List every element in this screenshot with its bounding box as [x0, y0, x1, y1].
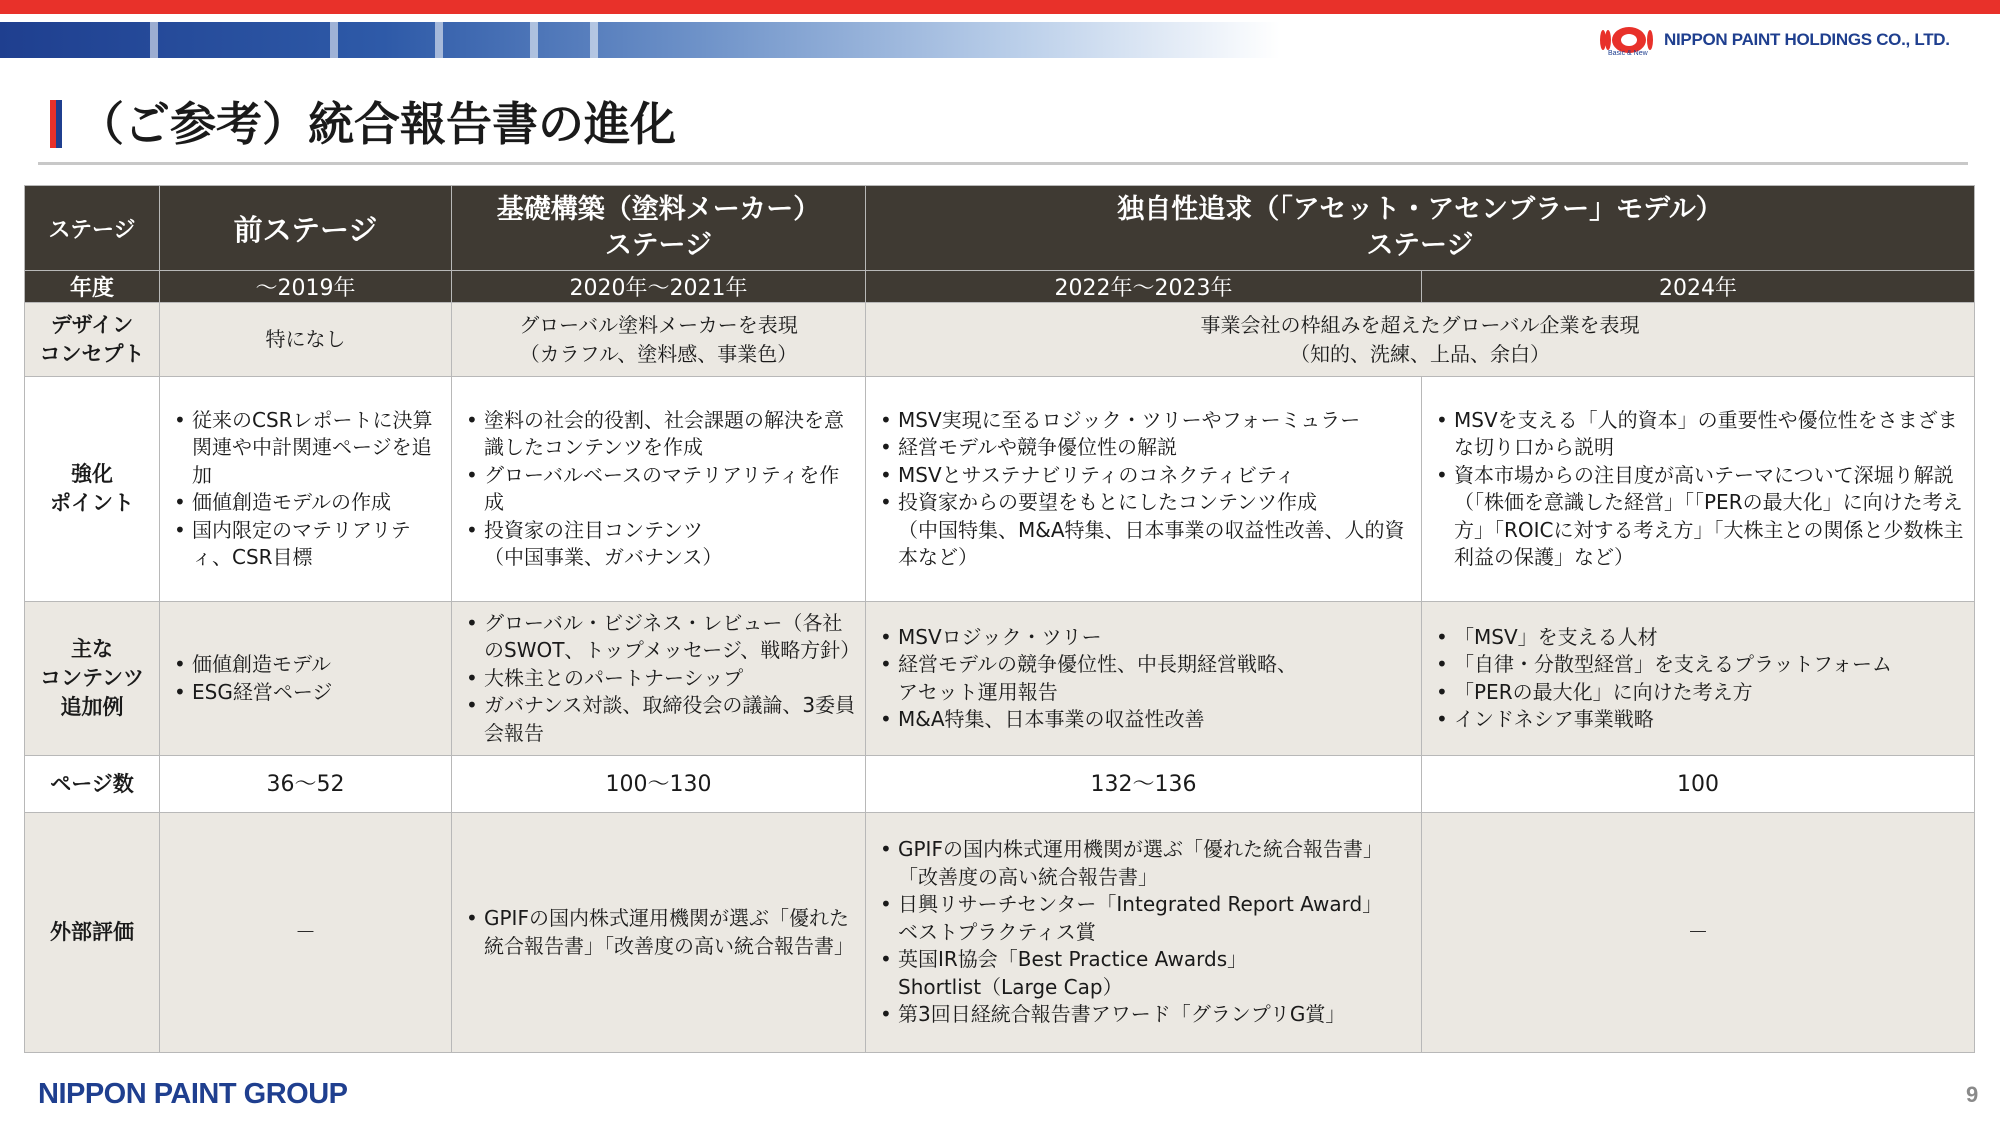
year-label: 年度 [25, 271, 160, 303]
stage-foundation: 基礎構築（塗料メーカー） ステージ [452, 186, 866, 271]
external-evaluation-row [25, 813, 1975, 1053]
contents-pre [160, 602, 452, 756]
list-item: • 「自律・分散型経営」を支えるプラットフォーム [1436, 651, 1966, 679]
strength-2024 [1422, 377, 1975, 602]
list-item: • 国内限定のマテリアリティ、CSR目標 [174, 517, 443, 572]
evaluation-2022-2023 [866, 813, 1422, 1053]
brand-tagline: Basic & New [1608, 50, 1648, 57]
stage-pre: 前ステージ [160, 186, 452, 271]
list-item: • GPIFの国内株式運用機関が選ぶ「優れた統合報告書」 「改善度の高い統合報告書」 [880, 836, 1413, 891]
list-item: • M&A特集、日本事業の収益性改善 [880, 706, 1413, 734]
list-item: • 投資家の注目コンテンツ （中国事業、ガバナンス） [466, 517, 857, 572]
year-pre: ～2019年 [160, 271, 452, 303]
list-item: • MSVを支える「人的資本」の重要性や優位性をさまざまな切り口から説明 [1436, 407, 1966, 462]
stage-header-row [25, 186, 1975, 271]
design-uniqueness: 事業会社の枠組みを超えたグローバル企業を表現 （知的、洗練、上品、余白） [866, 303, 1975, 377]
list-item: • 第3回日経統合報告書アワード「グランプリG賞」 [880, 1001, 1413, 1029]
stage-uniqueness: 独自性追求（「アセット・アセンブラー」モデル） ステージ [866, 186, 1975, 271]
row-label-pages: ページ数 [25, 756, 160, 813]
title-divider [38, 162, 1968, 165]
page-number: 9 [1966, 1082, 1979, 1107]
top-red-band [0, 0, 2000, 14]
strength-points-row [25, 377, 1975, 602]
pages-2024: 100 [1422, 756, 1975, 813]
year-2022-2023: 2022年～2023年 [866, 271, 1422, 303]
year-header-row [25, 271, 1975, 303]
list-item: • グローバル・ビジネス・レビュー（各社のSWOT、トップメッセージ、戦略方針） [466, 610, 857, 665]
list-item: • ガバナンス対談、取締役会の議論、3委員会報告 [466, 692, 857, 747]
title-accent-bar [50, 100, 62, 148]
list-item: • 資本市場からの注目度が高いテーマについて深堀り解説（「株価を意識した経営」「「PERの最大化」に向けた考え方」「ROICに対する考え方」「大株主との関係と少数株主利益の保護」など） [1436, 462, 1966, 572]
contents-2024 [1422, 602, 1975, 756]
footer-group-logo: NIPPON PAINT GROUP [38, 1078, 348, 1110]
evaluation-pre: － [160, 813, 452, 1053]
row-label-evaluation: 外部評価 [25, 813, 160, 1053]
list-item: • MSVロジック・ツリー [880, 624, 1413, 652]
list-item: • 「MSV」を支える人材 [1436, 624, 1966, 652]
row-label-contents: 主な コンテンツ 追加例 [25, 602, 160, 756]
year-2024: 2024年 [1422, 271, 1975, 303]
list-item: • 塗料の社会的役割、社会課題の解決を意識したコンテンツを作成 [466, 407, 857, 462]
strength-pre [160, 377, 452, 602]
list-item: • 大株主とのパートナーシップ [466, 665, 857, 693]
row-label-strength: 強化 ポイント [25, 377, 160, 602]
list-item: • 従来のCSRレポートに決算関連や中計関連ページを追加 [174, 407, 443, 490]
row-label-design: デザイン コンセプト [25, 303, 160, 377]
added-contents-row [25, 602, 1975, 756]
list-item: • MSV実現に至るロジック・ツリーやフォーミュラー [880, 407, 1413, 435]
page-title: （ご参考）統合報告書の進化 [78, 97, 676, 151]
integrated-report-evolution-table [24, 185, 1975, 1053]
contents-2022-2023 [866, 602, 1422, 756]
brand-logo [1600, 26, 1950, 54]
pages-foundation: 100～130 [452, 756, 866, 813]
top-blue-gradient-band [0, 22, 1280, 58]
list-item: • 経営モデルや競争優位性の解説 [880, 434, 1413, 462]
list-item: • 経営モデルの競争優位性、中長期経営戦略、 アセット運用報告 [880, 651, 1413, 706]
page-count-row [25, 756, 1975, 813]
list-item: • インドネシア事業戦略 [1436, 706, 1966, 734]
list-item: • GPIFの国内株式運用機関が選ぶ「優れた統合報告書」「改善度の高い統合報告書」 [466, 905, 857, 960]
pages-pre: 36～52 [160, 756, 452, 813]
list-item: • 「PERの最大化」に向けた考え方 [1436, 679, 1966, 707]
list-item: • 投資家からの要望をもとにしたコンテンツ作成 （中国特集、M&A特集、日本事業の収益性改善、人的資本など） [880, 489, 1413, 572]
year-2020-2021: 2020年～2021年 [452, 271, 866, 303]
pages-2022-2023: 132～136 [866, 756, 1422, 813]
list-item: • 日興リサーチセンター「Integrated Report Award」 ベストプラクティス賞 [880, 891, 1413, 946]
design-pre: 特になし [160, 303, 452, 377]
list-item: • 英国IR協会「Best Practice Awards」 Shortlist（Large Cap） [880, 946, 1413, 1001]
list-item: • MSVとサステナビリティのコネクティビティ [880, 462, 1413, 490]
contents-foundation [452, 602, 866, 756]
list-item: • 価値創造モデルの作成 [174, 489, 443, 517]
brand-name: NIPPON PAINT HOLDINGS CO., LTD. [1664, 30, 1950, 49]
list-item: • グローバルベースのマテリアリティを作成 [466, 462, 857, 517]
design-concept-row [25, 303, 1975, 377]
evaluation-foundation [452, 813, 866, 1053]
evaluation-2024: － [1422, 813, 1975, 1053]
design-foundation: グローバル塗料メーカーを表現 （カラフル、塗料感、事業色） [452, 303, 866, 377]
strength-2022-2023 [866, 377, 1422, 602]
stage-label: ステージ [25, 186, 160, 271]
list-item: • ESG経営ページ [174, 679, 443, 707]
list-item: • 価値創造モデル [174, 651, 443, 679]
strength-foundation [452, 377, 866, 602]
